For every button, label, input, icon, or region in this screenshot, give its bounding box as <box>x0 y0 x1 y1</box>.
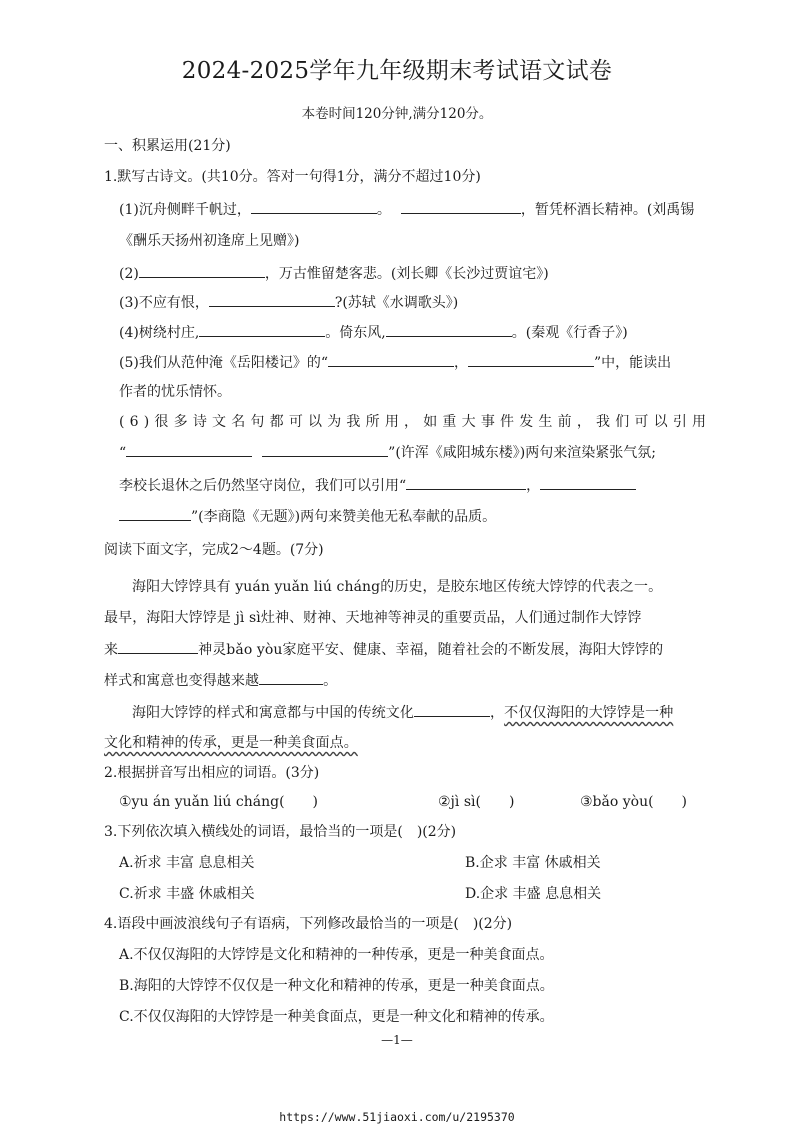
passage-line <box>104 733 358 753</box>
passage-line: 样式和寓意也变得越来越 。 <box>104 670 337 691</box>
q3-option-a: A.祈求 丰富 息息相关 <box>119 855 255 871</box>
q1-item-2: (2) ，万古惟留楚客悲。(刘长卿《长沙过贾谊宅》) <box>119 263 549 284</box>
q2-option-c: ③bǎo yòu( ) <box>580 794 688 810</box>
page-number: —1— <box>381 1033 413 1047</box>
passage-line: 来 神灵bǎo yòu家庭平安、健康、幸福，随着社会的不断发展，海阳大饽饽的 <box>104 639 663 660</box>
q1-item-1: (1)沉舟侧畔千帆过， 。 ，暂凭杯酒长精神。(刘禹锡 <box>119 199 694 220</box>
q1-stem: 1.默写古诗文。(共10分。答对一句得1分，满分不超过10分) <box>104 169 481 185</box>
q3-option-c: C.祈求 丰盛 休戚相关 <box>119 886 255 902</box>
q1-item-6: (6)很多诗文名句都可以为我所用，如重大事件发生前，我们可以引用 <box>119 414 712 430</box>
q1-item-5: (5)我们从范仲淹《岳阳楼记》的“ ， ”中，能读出 <box>119 352 671 373</box>
q4-option-a: A.不仅仅海阳的大饽饽是文化和精神的一种传承，更是一种美食面点。 <box>119 947 554 963</box>
passage-line: 海阳大饽饽的样式和寓意都与中国的传统文化 ，不仅仅海阳的大饽饽是一种 <box>132 702 673 723</box>
q1-item-1-source: 《酬乐天扬州初逢席上见赠》) <box>119 233 300 249</box>
wavy-sentence: 不仅仅海阳的大饽饽是一种 <box>504 705 674 721</box>
q2-option-a: ①yu án yuǎn liú cháng( ) <box>119 794 319 810</box>
answer-blank[interactable] <box>199 322 325 337</box>
answer-blank[interactable] <box>262 442 388 457</box>
exam-info: 本卷时间120分钟,满分120分。 <box>301 106 493 122</box>
answer-blank[interactable] <box>126 442 252 457</box>
q1-item-3: (3)不应有恨， ?(苏轼《水调歌头》) <box>119 292 458 313</box>
passage-line: 海阳大饽饽具有 yuán yuǎn liú cháng的历史，是胶东地区传统大饽饽的代表之一。 <box>132 579 663 595</box>
answer-blank[interactable] <box>540 475 636 490</box>
q2-stem: 2.根据拼音写出相应的词语。(3分) <box>104 765 320 781</box>
reading-intro: 阅读下面文字，完成2～4题。(7分) <box>104 542 324 558</box>
q1-item-6-line3: 李校长退休之后仍然坚守岗位，我们可以引用“ ， <box>119 475 636 496</box>
answer-blank[interactable] <box>139 263 265 278</box>
q4-option-b: B.海阳的大饽饽不仅仅是一种文化和精神的传承，更是一种美食面点。 <box>119 978 554 994</box>
q4-option-c: C.不仅仅海阳的大饽饽是一种美食面点，更是一种文化和精神的传承。 <box>119 1009 554 1025</box>
answer-blank[interactable] <box>401 199 521 214</box>
answer-blank[interactable] <box>119 506 191 521</box>
answer-blank[interactable] <box>328 352 454 367</box>
answer-blank[interactable] <box>118 639 198 654</box>
q3-option-d: D.企求 丰盛 息息相关 <box>465 886 602 902</box>
answer-blank[interactable] <box>251 199 377 214</box>
q1-item-6-line2: “ ”(许浑《咸阳城东楼》)两句来渲染紧张气氛; <box>119 442 656 463</box>
answer-blank[interactable] <box>414 702 490 717</box>
q1-item-4: (4)树绕村庄, 。倚东风, 。(秦观《行香子》) <box>119 322 628 343</box>
q2-option-b: ②jì sì( ) <box>438 794 515 810</box>
answer-blank[interactable] <box>259 670 323 685</box>
section-heading: 一、积累运用(21分) <box>104 138 231 154</box>
answer-blank[interactable] <box>386 322 512 337</box>
q3-stem: 3.下列依次填入横线处的词语，最恰当的一项是( )(2分) <box>104 824 457 840</box>
source-url[interactable]: https://www.51jiaoxi.com/u/2195370 <box>279 1110 515 1124</box>
q1-item-5-cont: 作者的忧乐情怀。 <box>119 384 231 400</box>
answer-blank[interactable] <box>468 352 594 367</box>
q4-stem: 4.语段中画波浪线句子有语病，下列修改最恰当的一项是( )(2分) <box>104 916 513 932</box>
answer-blank[interactable] <box>209 292 335 307</box>
q1-item-6-line4: ”(李商隐《无题》)两句来赞美他无私奉献的品质。 <box>119 506 496 527</box>
passage-line: 最早，海阳大饽饽是 jì sì灶神、财神、天地神等神灵的重要贡品，人们通过制作大饽饽 <box>104 610 642 626</box>
page-title: 2024-2025学年九年级期末考试语文试卷 <box>181 58 613 84</box>
answer-blank[interactable] <box>406 475 526 490</box>
wavy-sentence: 文化和精神的传承，更是一种美食面点。 <box>104 735 358 751</box>
q3-option-b: B.企求 丰富 休戚相关 <box>465 855 601 871</box>
